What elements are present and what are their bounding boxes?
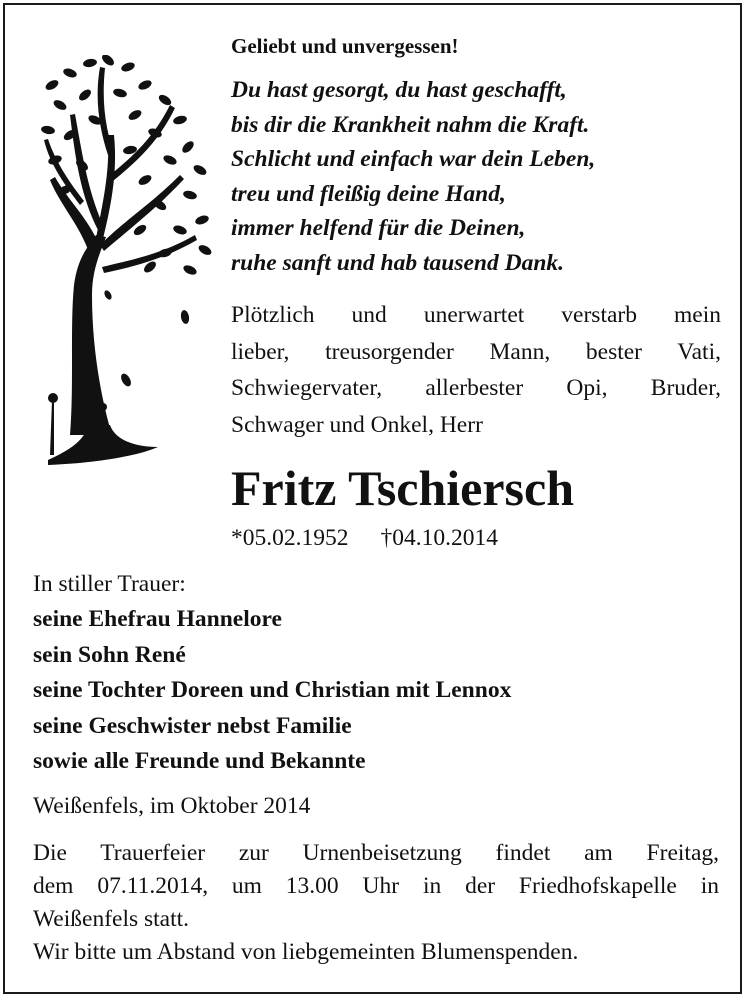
funeral-line: dem 07.11.2014, um 13.00 Uhr in der Friedhofskapelle in: [33, 873, 719, 899]
funeral-line: Weißenfels statt.: [33, 906, 190, 932]
flowers-note: Wir bitte um Abstand von liebgemeinten Blumenspenden.: [33, 939, 579, 965]
mourning-intro: In stiller Trauer:: [33, 571, 186, 597]
poem-line: bis dir die Krankheit nahm die Kraft.: [231, 111, 590, 138]
announcement-line: Plötzlich und unerwartet verstarb mein: [231, 302, 721, 328]
life-dates: [231, 523, 498, 553]
mourner: sowie alle Freunde und Bekannte: [33, 748, 366, 774]
birth-date: *05.02.1952: [231, 525, 349, 551]
poem: [231, 73, 721, 280]
announcement: [231, 297, 721, 444]
funeral-info: [33, 837, 719, 969]
death-date: †04.10.2014: [380, 525, 498, 551]
poem-line: Du hast gesorgt, du hast geschafft,: [231, 77, 567, 103]
mourner: seine Geschwister nebst Familie: [33, 712, 352, 739]
tree-with-falling-leaves-icon: [40, 55, 212, 473]
poem-line: Schlicht und einfach war dein Leben,: [231, 146, 596, 172]
mourner: seine Tochter Doreen und Christian mit Lennox: [33, 677, 512, 703]
deceased-name: Fritz Tschiersch: [231, 460, 575, 516]
poem-line: ruhe sanft und hab tausend Dank.: [231, 249, 565, 276]
poem-line: treu und fleißig deine Hand,: [231, 180, 506, 207]
announcement-line: lieber, treusorgender Mann, bester Vati,: [231, 338, 721, 365]
place-date: Weißenfels, im Oktober 2014: [33, 793, 311, 819]
poem-line: immer helfend für die Deinen,: [231, 215, 526, 241]
mourners-list: [33, 602, 723, 780]
announcement-line: Schwager und Onkel, Herr: [231, 412, 483, 439]
funeral-line: Die Trauerfeier zur Urnenbeisetzung findet am Freitag,: [33, 840, 719, 866]
announcement-line: Schwiegervater, allerbester Opi, Bruder,: [231, 375, 721, 402]
mourner: sein Sohn René: [33, 641, 186, 668]
heading: Geliebt und unvergessen!: [231, 34, 459, 58]
mourner: seine Ehefrau Hannelore: [33, 606, 282, 632]
